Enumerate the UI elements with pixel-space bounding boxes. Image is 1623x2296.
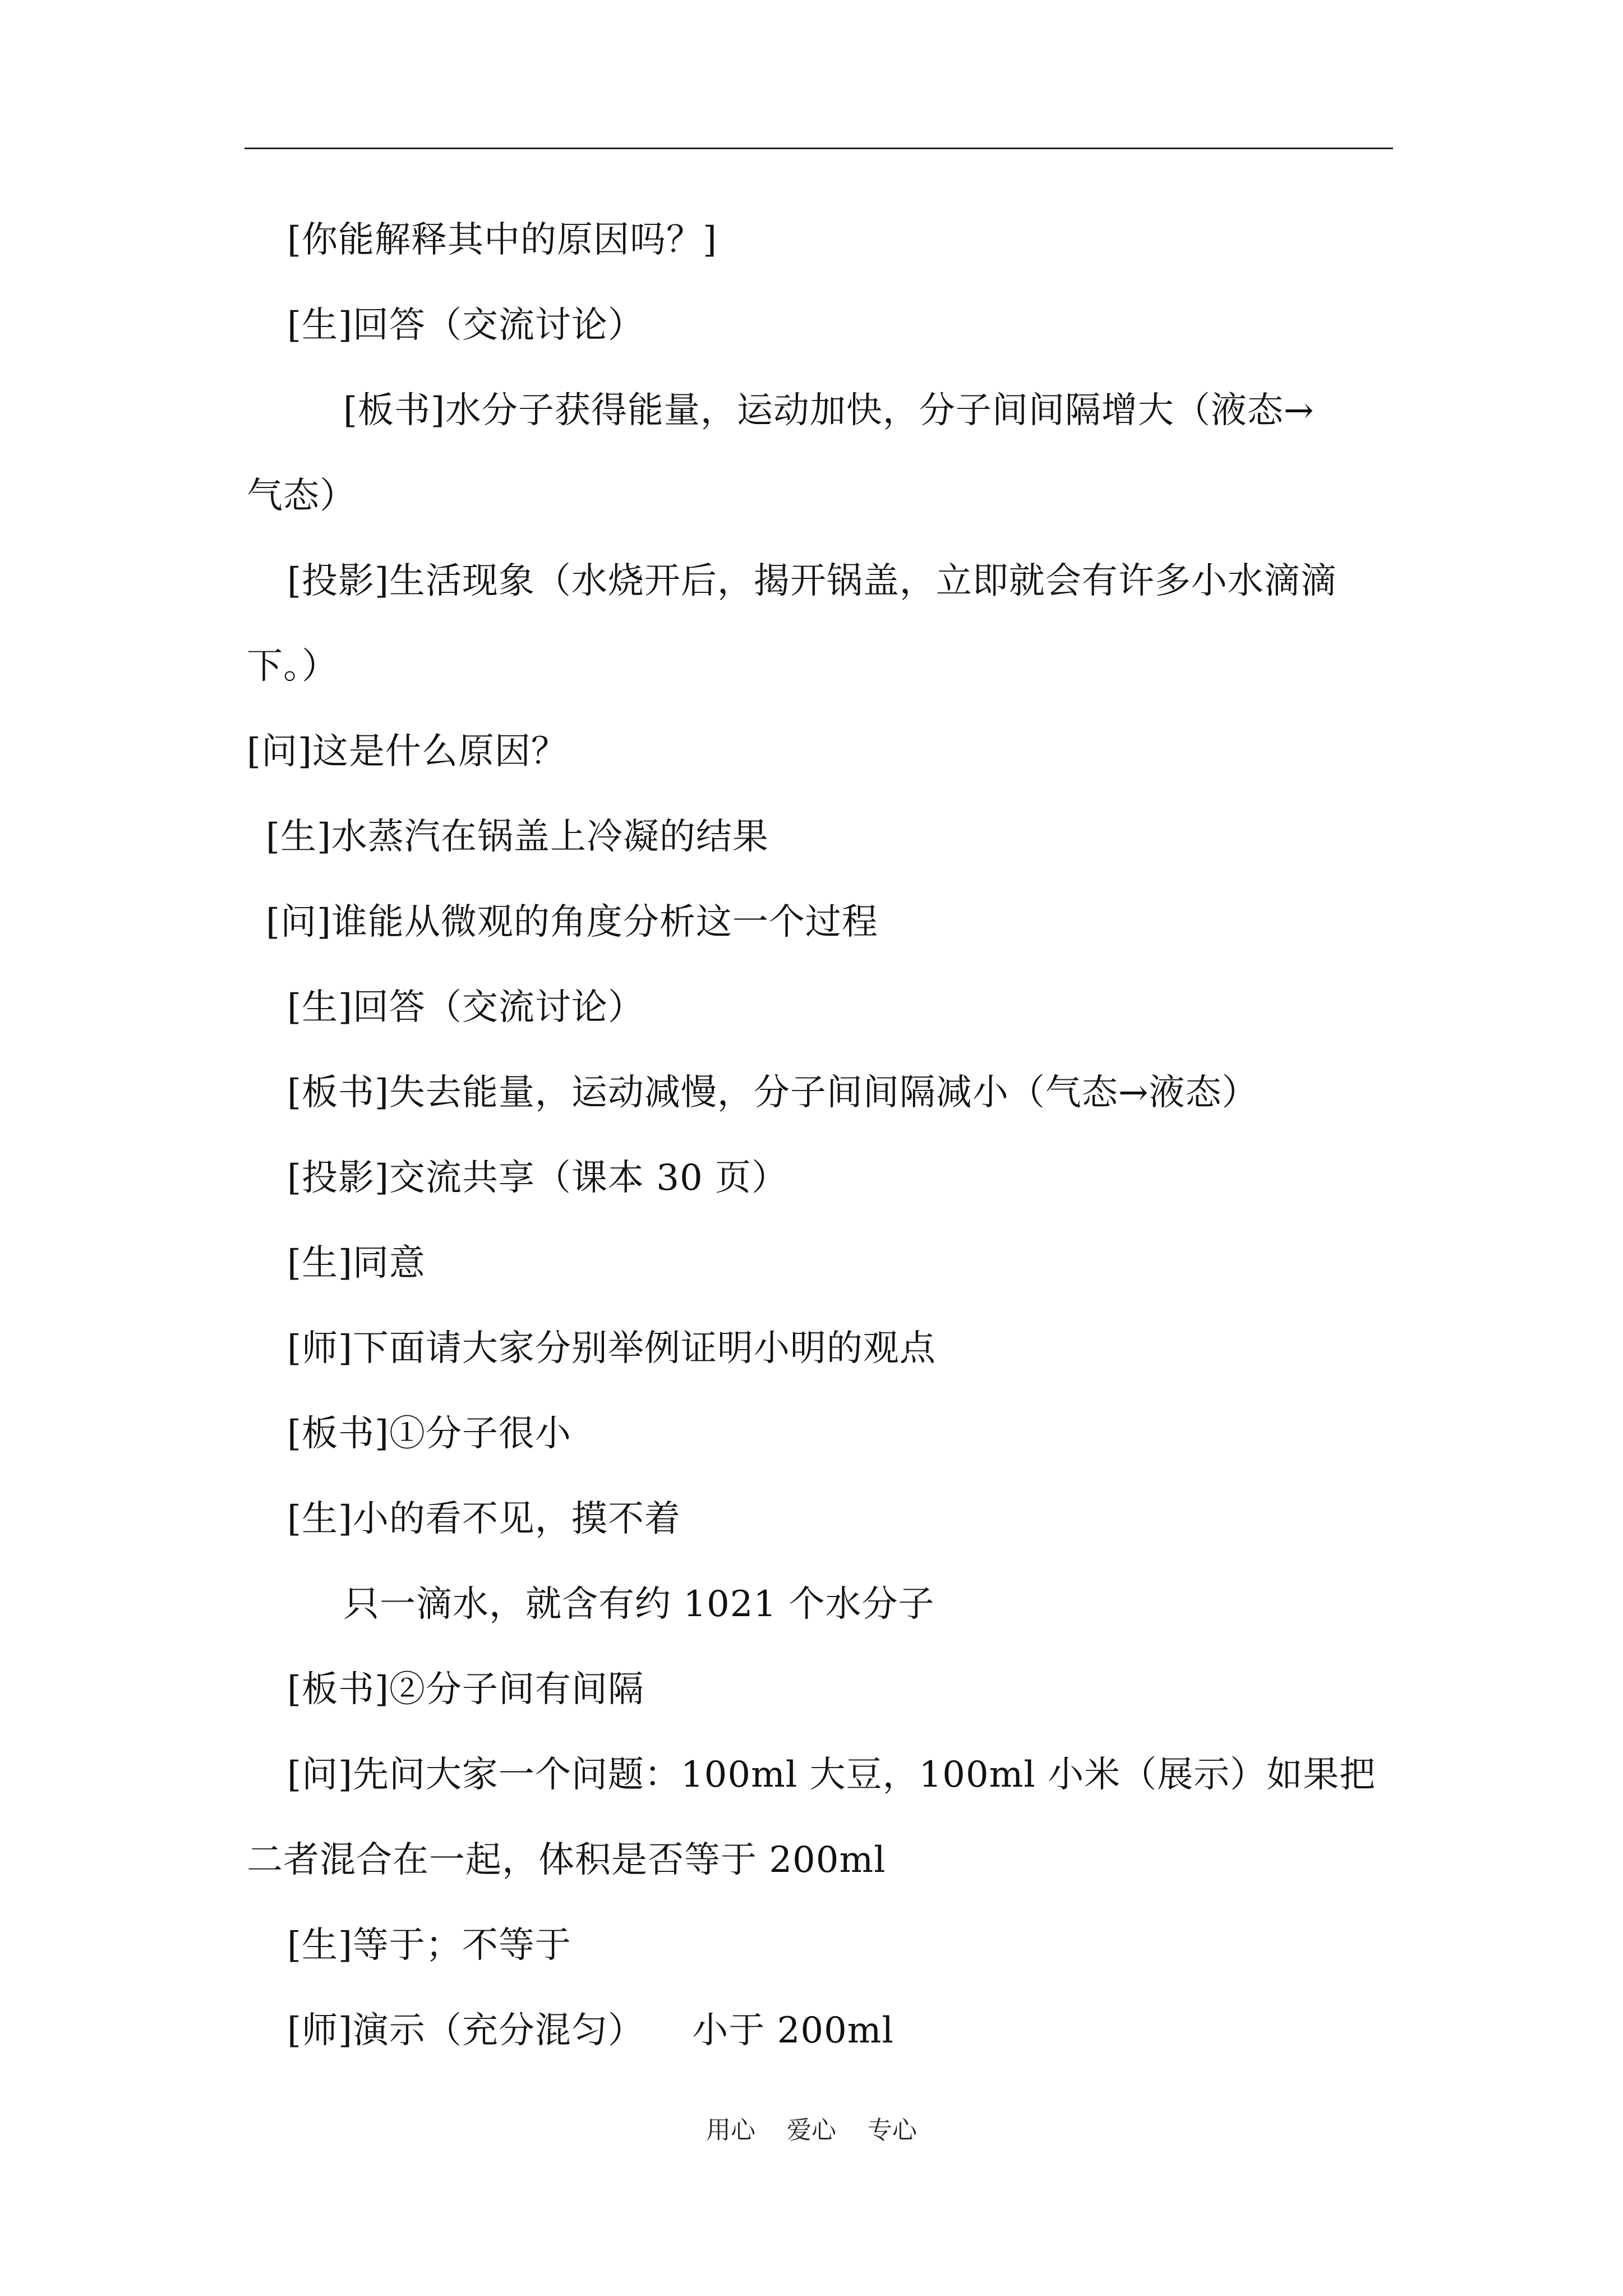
text-line: [生]小的看不见，摸不着 [287, 1498, 681, 1540]
text-line: [投影]生活现象（水烧开后，揭开锅盖，立即就会有许多小水滴滴 [287, 560, 1337, 602]
text-line: [板书]失去能量，运动减慢，分子间间隔减小（气态→液态） [287, 1072, 1258, 1114]
text-line: [生]等于；不等于 [287, 1925, 571, 1966]
text-line: [生]回答（交流讨论） [287, 987, 644, 1028]
text-line: 下。） [247, 646, 338, 687]
text-line: [板书]②分子间有间隔 [287, 1669, 644, 1710]
text-line: [生]同意 [287, 1243, 426, 1284]
text-line: [问]谁能从微观的角度分析这一个过程 [266, 901, 878, 943]
text-line: [师]演示（充分混匀） 小于 200ml [287, 2010, 894, 2051]
text-line: [你能解释其中的原因吗？] [287, 219, 717, 261]
text-line: [问]这是什么原因？ [247, 731, 568, 772]
text-line: [板书]水分子获得能量，运动加快，分子间间隔增大（液态→ [343, 390, 1315, 431]
text-line: 气态） [247, 475, 356, 517]
header-rule [245, 148, 1393, 149]
text-line: [板书]①分子很小 [287, 1413, 571, 1455]
text-line: [问]先问大家一个问题：100ml 大豆，100ml 小米（展示）如果把 [287, 1754, 1376, 1796]
text-line: [生]水蒸汽在锅盖上冷凝的结果 [266, 816, 769, 858]
text-line: [投影]交流共享（课本 30 页） [287, 1157, 789, 1199]
text-line: 只一滴水，就含有约 1021 个水分子 [343, 1584, 935, 1625]
text-line: [生]回答（交流讨论） [287, 305, 644, 346]
text-line: 二者混合在一起，体积是否等于 200ml [247, 1839, 886, 1881]
text-line: [师]下面请大家分别举例证明小明的观点 [287, 1328, 936, 1369]
page-footer: 用心 爱心 专心 [706, 2116, 917, 2145]
